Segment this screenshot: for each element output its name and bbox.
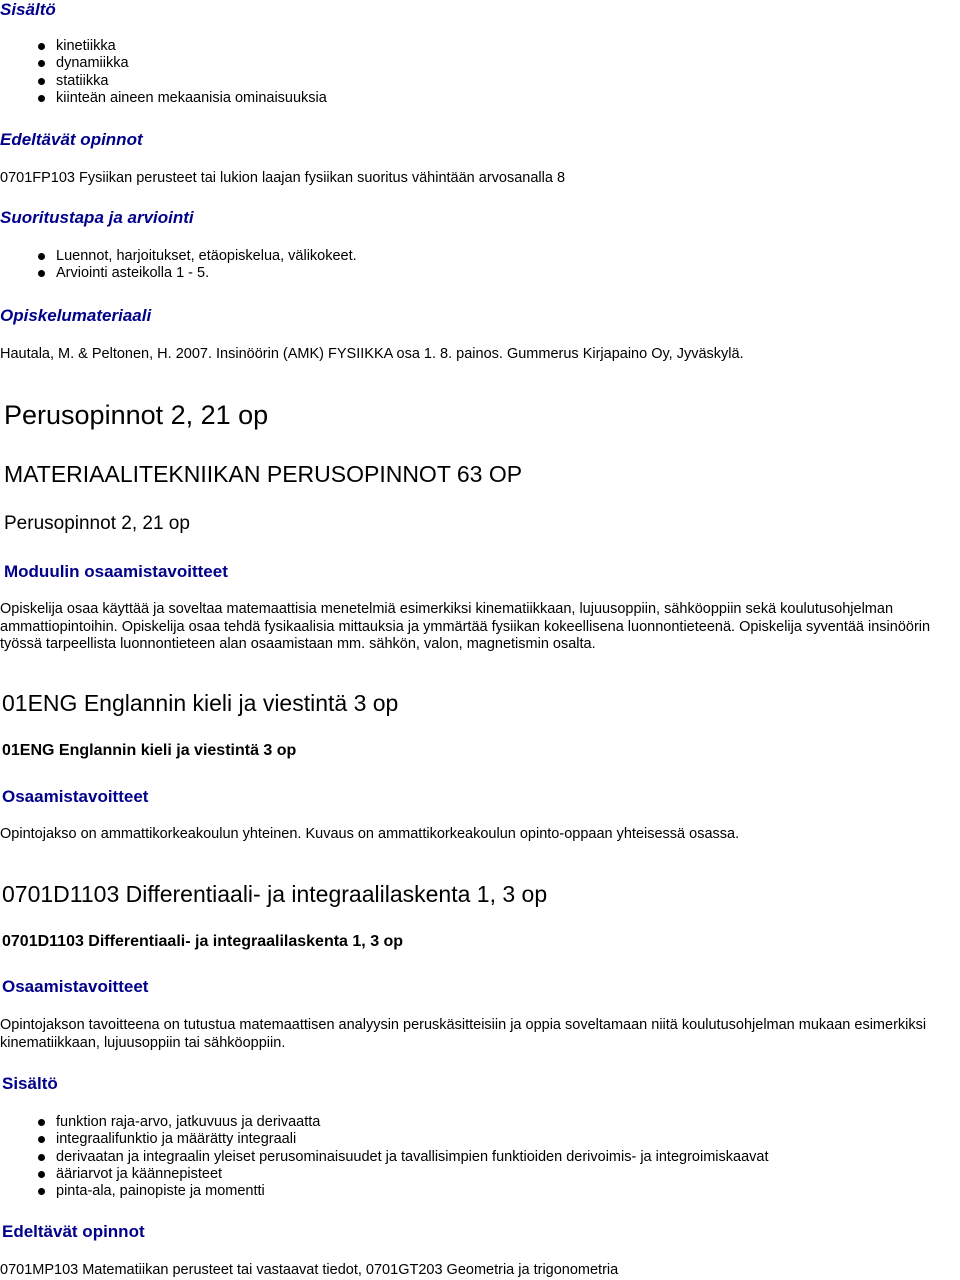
section-heading-sisalto: Sisältö (0, 0, 56, 19)
module-goals-heading: Moduulin osaamistavoitteet (4, 562, 228, 581)
english-subtitle: 01ENG Englannin kieli ja viestintä 3 op (2, 742, 297, 759)
diff-goals-text: Opintojakson tavoitteena on tutustua matemaattisen analyysin peruskäsitteisiin ja oppia soveltamaan niitä koulutusohjelman mukaan esimerkiksi kinematiikkaan, lujuusoppiin tai sähköoppiin. (0, 1017, 927, 1051)
content-list (0, 38, 327, 107)
diff-prereq-text: 0701MP103 Matematiikan perusteet tai vastaavat tiedot, 0701GT203 Geometria ja trigonometria (0, 1262, 619, 1278)
prerequisites-text: 0701FP103 Fysiikan perusteet tai lukion laajan fysiikan suoritus vähintään arvosanalla 8 (0, 170, 566, 186)
module-title: MATERIAALITEKNIIKAN PERUSOPINNOT 63 OP (4, 461, 523, 487)
diff-subtitle: 0701D1103 Differentiaali- ja integraalilaskenta 1, 3 op (2, 933, 404, 950)
english-title: 01ENG Englannin kieli ja viestintä 3 op (2, 690, 399, 716)
diff-prereq-heading: Edeltävät opinnot (2, 1222, 145, 1241)
study-material-text: Hautala, M. & Peltonen, H. 2007. Insinöörin (AMK) FYSIIKKA osa 1. 8. painos. Gummerus Kirjapaino Oy, Jyväskylä. (0, 346, 744, 362)
list-item: kinetiikka (0, 38, 327, 55)
list-item: derivaatan ja integraalin yleiset perusominaisuudet ja tavallisimpien funktioiden derivoimis- ja integroimiskaavat (0, 1149, 768, 1166)
list-item: pinta-ala, painopiste ja momentti (0, 1183, 768, 1200)
section-heading-suoritustapa: Suoritustapa ja arviointi (0, 208, 194, 227)
module-goals-text: Opiskelija osaa käyttää ja soveltaa matemaattisia menetelmiä esimerkiksi kinematiikkaan, lujuusoppiin, sähköoppiin sekä koulutusohjelman ammattiopintoihin. Opiskelija osaa tehdä fysikaalisia mittauksia ja ymmärtää fysiikan kokeellisena luonnontieteenä. Opiskelija syventää insinöörin työssä tarpeellista luonnontieteen alan osaamistaan mm. sähkön, valon, magnetismin osalta. (0, 601, 931, 652)
list-item: Luennot, harjoitukset, etäopiskelua, välikokeet. (0, 248, 357, 265)
diff-content-list (0, 1114, 768, 1200)
diff-content-heading: Sisältö (2, 1074, 58, 1093)
list-item: integraalifunktio ja määrätty integraali (0, 1131, 768, 1148)
diff-title: 0701D1103 Differentiaali- ja integraalilaskenta 1, 3 op (2, 881, 548, 907)
list-item: statiikka (0, 73, 327, 90)
section-heading-edeltavat: Edeltävät opinnot (0, 130, 143, 149)
perusopinnot-subtitle: Perusopinnot 2, 21 op (4, 513, 190, 534)
list-item: Arviointi asteikolla 1 - 5. (0, 265, 357, 282)
assessment-list (0, 248, 357, 283)
diff-goals-heading: Osaamistavoitteet (2, 977, 149, 996)
list-item: funktion raja-arvo, jatkuvuus ja derivaatta (0, 1114, 768, 1131)
english-goals-text: Opintojakso on ammattikorkeakoulun yhteinen. Kuvaus on ammattikorkeakoulun opinto-oppaan yhteisessä osassa. (0, 826, 740, 842)
section-heading-materiaali: Opiskelumateriaali (0, 306, 152, 325)
list-item: kiinteän aineen mekaanisia ominaisuuksia (0, 90, 327, 107)
list-item: ääriarvot ja käännepisteet (0, 1166, 768, 1183)
english-goals-heading: Osaamistavoitteet (2, 787, 149, 806)
perusopinnot-title: Perusopinnot 2, 21 op (4, 400, 269, 430)
list-item: dynamiikka (0, 55, 327, 72)
